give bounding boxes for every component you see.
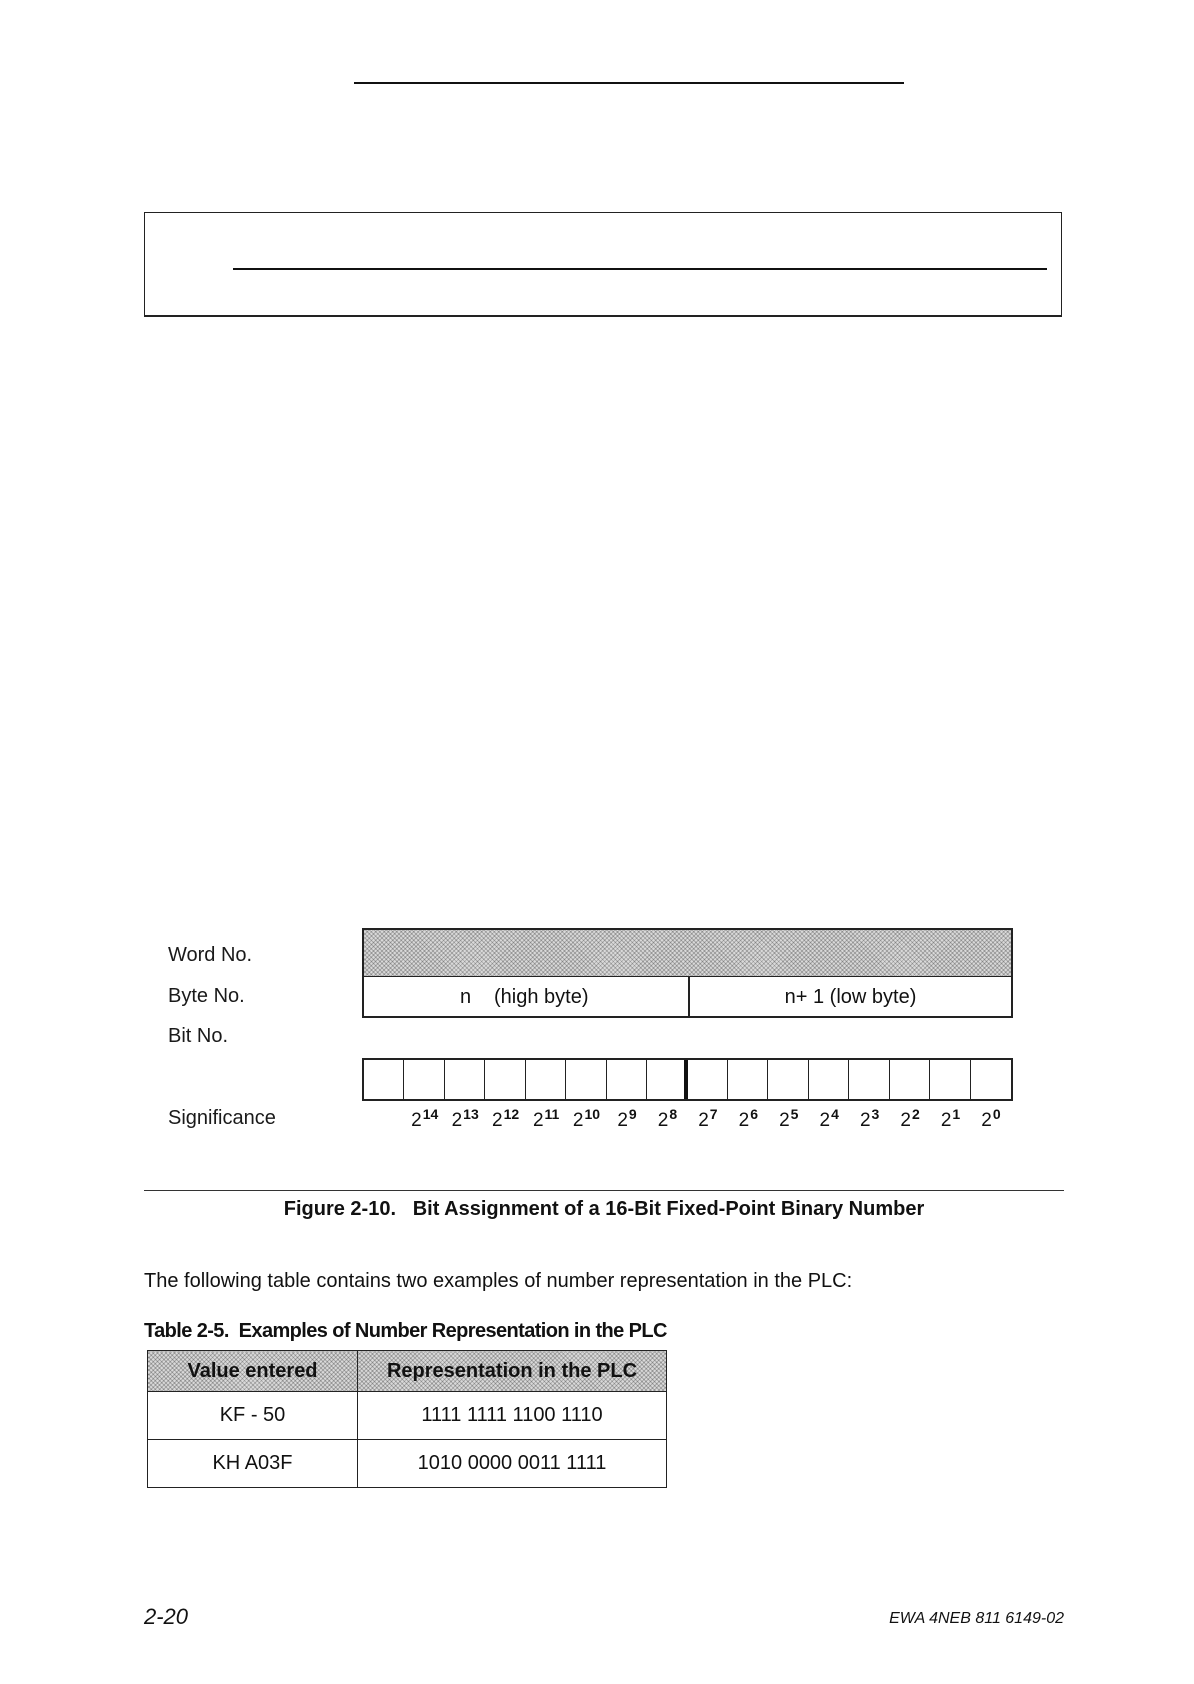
significance-value: $2^{13}$	[451, 1106, 479, 1131]
bit-cells-row	[362, 1058, 1013, 1101]
significance-value: $2^8$	[657, 1106, 678, 1131]
table-header: Value entered	[148, 1351, 358, 1392]
significance-value: $2^{14}$	[411, 1106, 439, 1131]
bit-cell	[809, 1060, 849, 1099]
bit-cell	[768, 1060, 808, 1099]
word-byte-frame	[362, 928, 1013, 1018]
significance-value: $2^5$	[779, 1106, 799, 1131]
significance-value: $2^2$	[900, 1106, 920, 1131]
low-byte-label: n+ 1 (low byte)	[784, 986, 917, 1008]
significance-value: $2^3$	[859, 1106, 880, 1131]
significance-value: $2^{10}$	[572, 1106, 601, 1131]
table-row	[148, 1440, 667, 1488]
table-cell: KH A03F	[148, 1440, 358, 1488]
table-caption: Table 2-5. Examples of Number Representation in the PLC	[144, 1320, 667, 1342]
bit-cell	[930, 1060, 970, 1099]
bit-cell	[445, 1060, 485, 1099]
word-no-shaded-row	[364, 930, 1011, 977]
bit-cell	[607, 1060, 647, 1099]
significance-value: $2^{11}$	[532, 1106, 560, 1131]
table-row	[148, 1392, 667, 1440]
table-header-row	[148, 1351, 667, 1392]
table-header: Representation in the PLC	[358, 1351, 667, 1392]
significance-value: $2^1$	[940, 1106, 961, 1131]
page-number: 2-20	[144, 1604, 189, 1629]
number-representation-table	[147, 1350, 667, 1488]
bit-cell	[849, 1060, 889, 1099]
low-byte-cell	[690, 977, 1011, 1018]
table-cell: 1111 1111 1100 1110	[358, 1392, 667, 1440]
significance-value: $2^{12}$	[492, 1106, 520, 1131]
table-cell: 1010 0000 0011 1111	[358, 1440, 667, 1488]
bit-cell	[404, 1060, 444, 1099]
bit-cell	[971, 1060, 1011, 1099]
bit-cell	[890, 1060, 930, 1099]
figure-caption: Figure 2-10. Bit Assignment of a 16-Bit Fixed-Point Binary Number	[283, 1198, 925, 1220]
high-byte-label: (high byte)	[494, 986, 589, 1008]
significance-value: $2^6$	[738, 1106, 759, 1131]
significance-value: $2^4$	[819, 1106, 839, 1131]
bit-cell	[688, 1060, 728, 1099]
significance-row	[362, 1100, 1013, 1134]
significance-value: $2^7$	[698, 1106, 718, 1131]
bit-cell	[364, 1060, 404, 1099]
high-byte-cell	[364, 977, 688, 1018]
document-id: EWA 4NEB 811 6149-02	[889, 1610, 1064, 1627]
figure-rule	[144, 1190, 1064, 1191]
significance-value: $2^9$	[617, 1106, 637, 1131]
bit-cell	[647, 1060, 687, 1099]
bit-cell	[526, 1060, 566, 1099]
significance-value: $2^0$	[981, 1106, 1001, 1131]
high-byte-n: n	[460, 986, 472, 1008]
word-no-label: Word No.	[168, 944, 253, 966]
byte-no-label: Byte No.	[168, 985, 245, 1007]
bit-cell	[728, 1060, 768, 1099]
significance-label: Significance	[168, 1107, 276, 1129]
body-paragraph: The following table contains two examples of number representation in the PLC:	[144, 1270, 853, 1292]
heading-box-rule	[233, 268, 1047, 270]
bit-cell	[566, 1060, 606, 1099]
bit-cell	[485, 1060, 525, 1099]
bit-no-label: Bit No.	[168, 1025, 229, 1047]
header-rule	[354, 82, 904, 84]
heading-box	[144, 212, 1062, 317]
table-cell: KF - 50	[148, 1392, 358, 1440]
